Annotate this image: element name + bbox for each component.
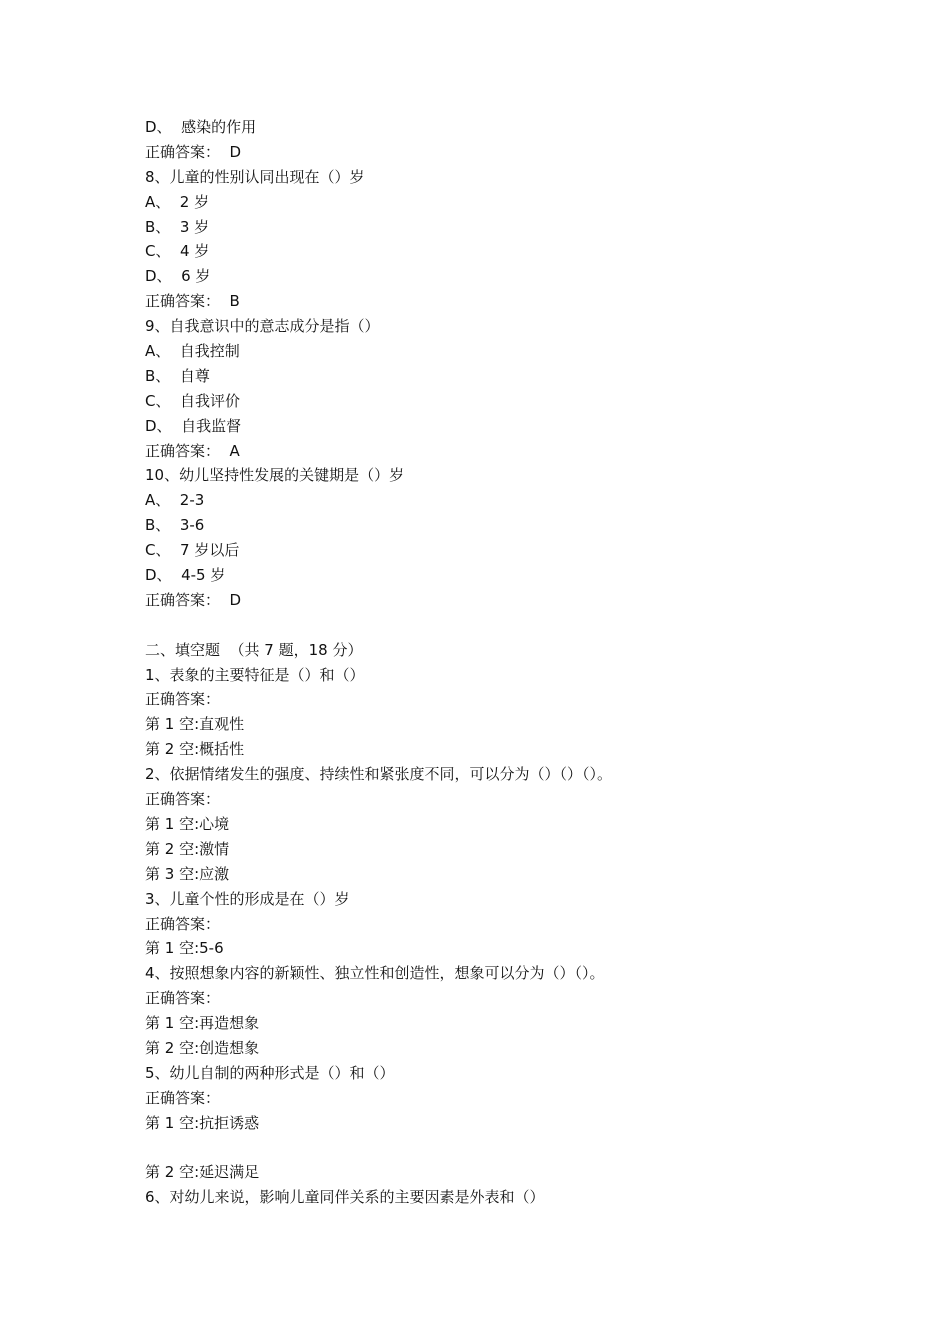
option-line: C、 4 岁 [145,242,210,261]
blank-answer-line: 第 2 空:创造想象 [145,1038,260,1057]
option-line: C、 自我评价 [145,391,241,410]
question-line: 1、表象的主要特征是（）和（） [145,665,365,684]
question-line: 9、自我意识中的意志成分是指（） [145,317,380,336]
option-line: D、 自我监督 [145,416,242,435]
question-line: 5、幼儿自制的两种形式是（）和（） [145,1063,395,1082]
option-line: B、 3-6 [145,516,205,535]
option-line: D、 6 岁 [145,267,211,286]
question-line: 6、对幼儿来说，影响儿童同伴关系的主要因素是外表和（） [145,1188,545,1207]
blank-answer-line: 第 1 空:再造想象 [145,1014,260,1033]
blank-answer-line: 第 2 空:概括性 [145,740,245,759]
answer-line: 正确答案： D [145,142,242,161]
answer-label: 正确答案： [145,989,221,1008]
answer-line: 正确答案： A [145,441,240,460]
question-line: 8、儿童的性别认同出现在（）岁 [145,167,365,186]
question-line: 2、依据情绪发生的强度、持续性和紧张度不同，可以分为（）（）（）。 [145,765,613,784]
option-line: A、 2 岁 [145,192,210,211]
answer-label: 正确答案： [145,1088,221,1107]
option-line: A、 2-3 [145,491,205,510]
question-line: 3、儿童个性的形成是在（）岁 [145,889,350,908]
question-line: 10、幼儿坚持性发展的关键期是（）岁 [145,466,405,485]
answer-line: 正确答案： D [145,590,242,609]
blank-answer-line: 第 1 空:5-6 [145,939,224,958]
option-line: D、 感染的作用 [145,118,257,136]
question-line: 4、按照想象内容的新颖性、独立性和创造性，想象可以分为（）（）。 [145,964,605,983]
option-line: A、 自我控制 [145,342,240,361]
blank-answer-line: 第 1 空:心境 [145,814,230,833]
answer-label: 正确答案： [145,690,221,709]
answer-line: 正确答案： B [145,292,240,311]
answer-label: 正确答案： [145,914,221,933]
option-line: C、 7 岁以后 [145,541,240,560]
document-content [145,115,865,1210]
blank-line [145,1136,865,1161]
answer-label: 正确答案： [145,790,221,809]
blank-line [145,613,865,638]
option-line: B、 3 岁 [145,217,210,236]
blank-answer-line: 第 2 空:激情 [145,839,230,858]
blank-answer-line: 第 3 空:应激 [145,864,230,883]
blank-answer-line: 第 1 空:抗拒诱惑 [145,1113,260,1132]
blank-answer-line: 第 2 空:延迟满足 [145,1163,260,1182]
section-heading: 二、填空题 （共 7 题，18 分） [145,640,363,659]
option-line: B、 自尊 [145,366,210,385]
blank-answer-line: 第 1 空:直观性 [145,715,245,734]
option-line: D、 4-5 岁 [145,566,226,585]
